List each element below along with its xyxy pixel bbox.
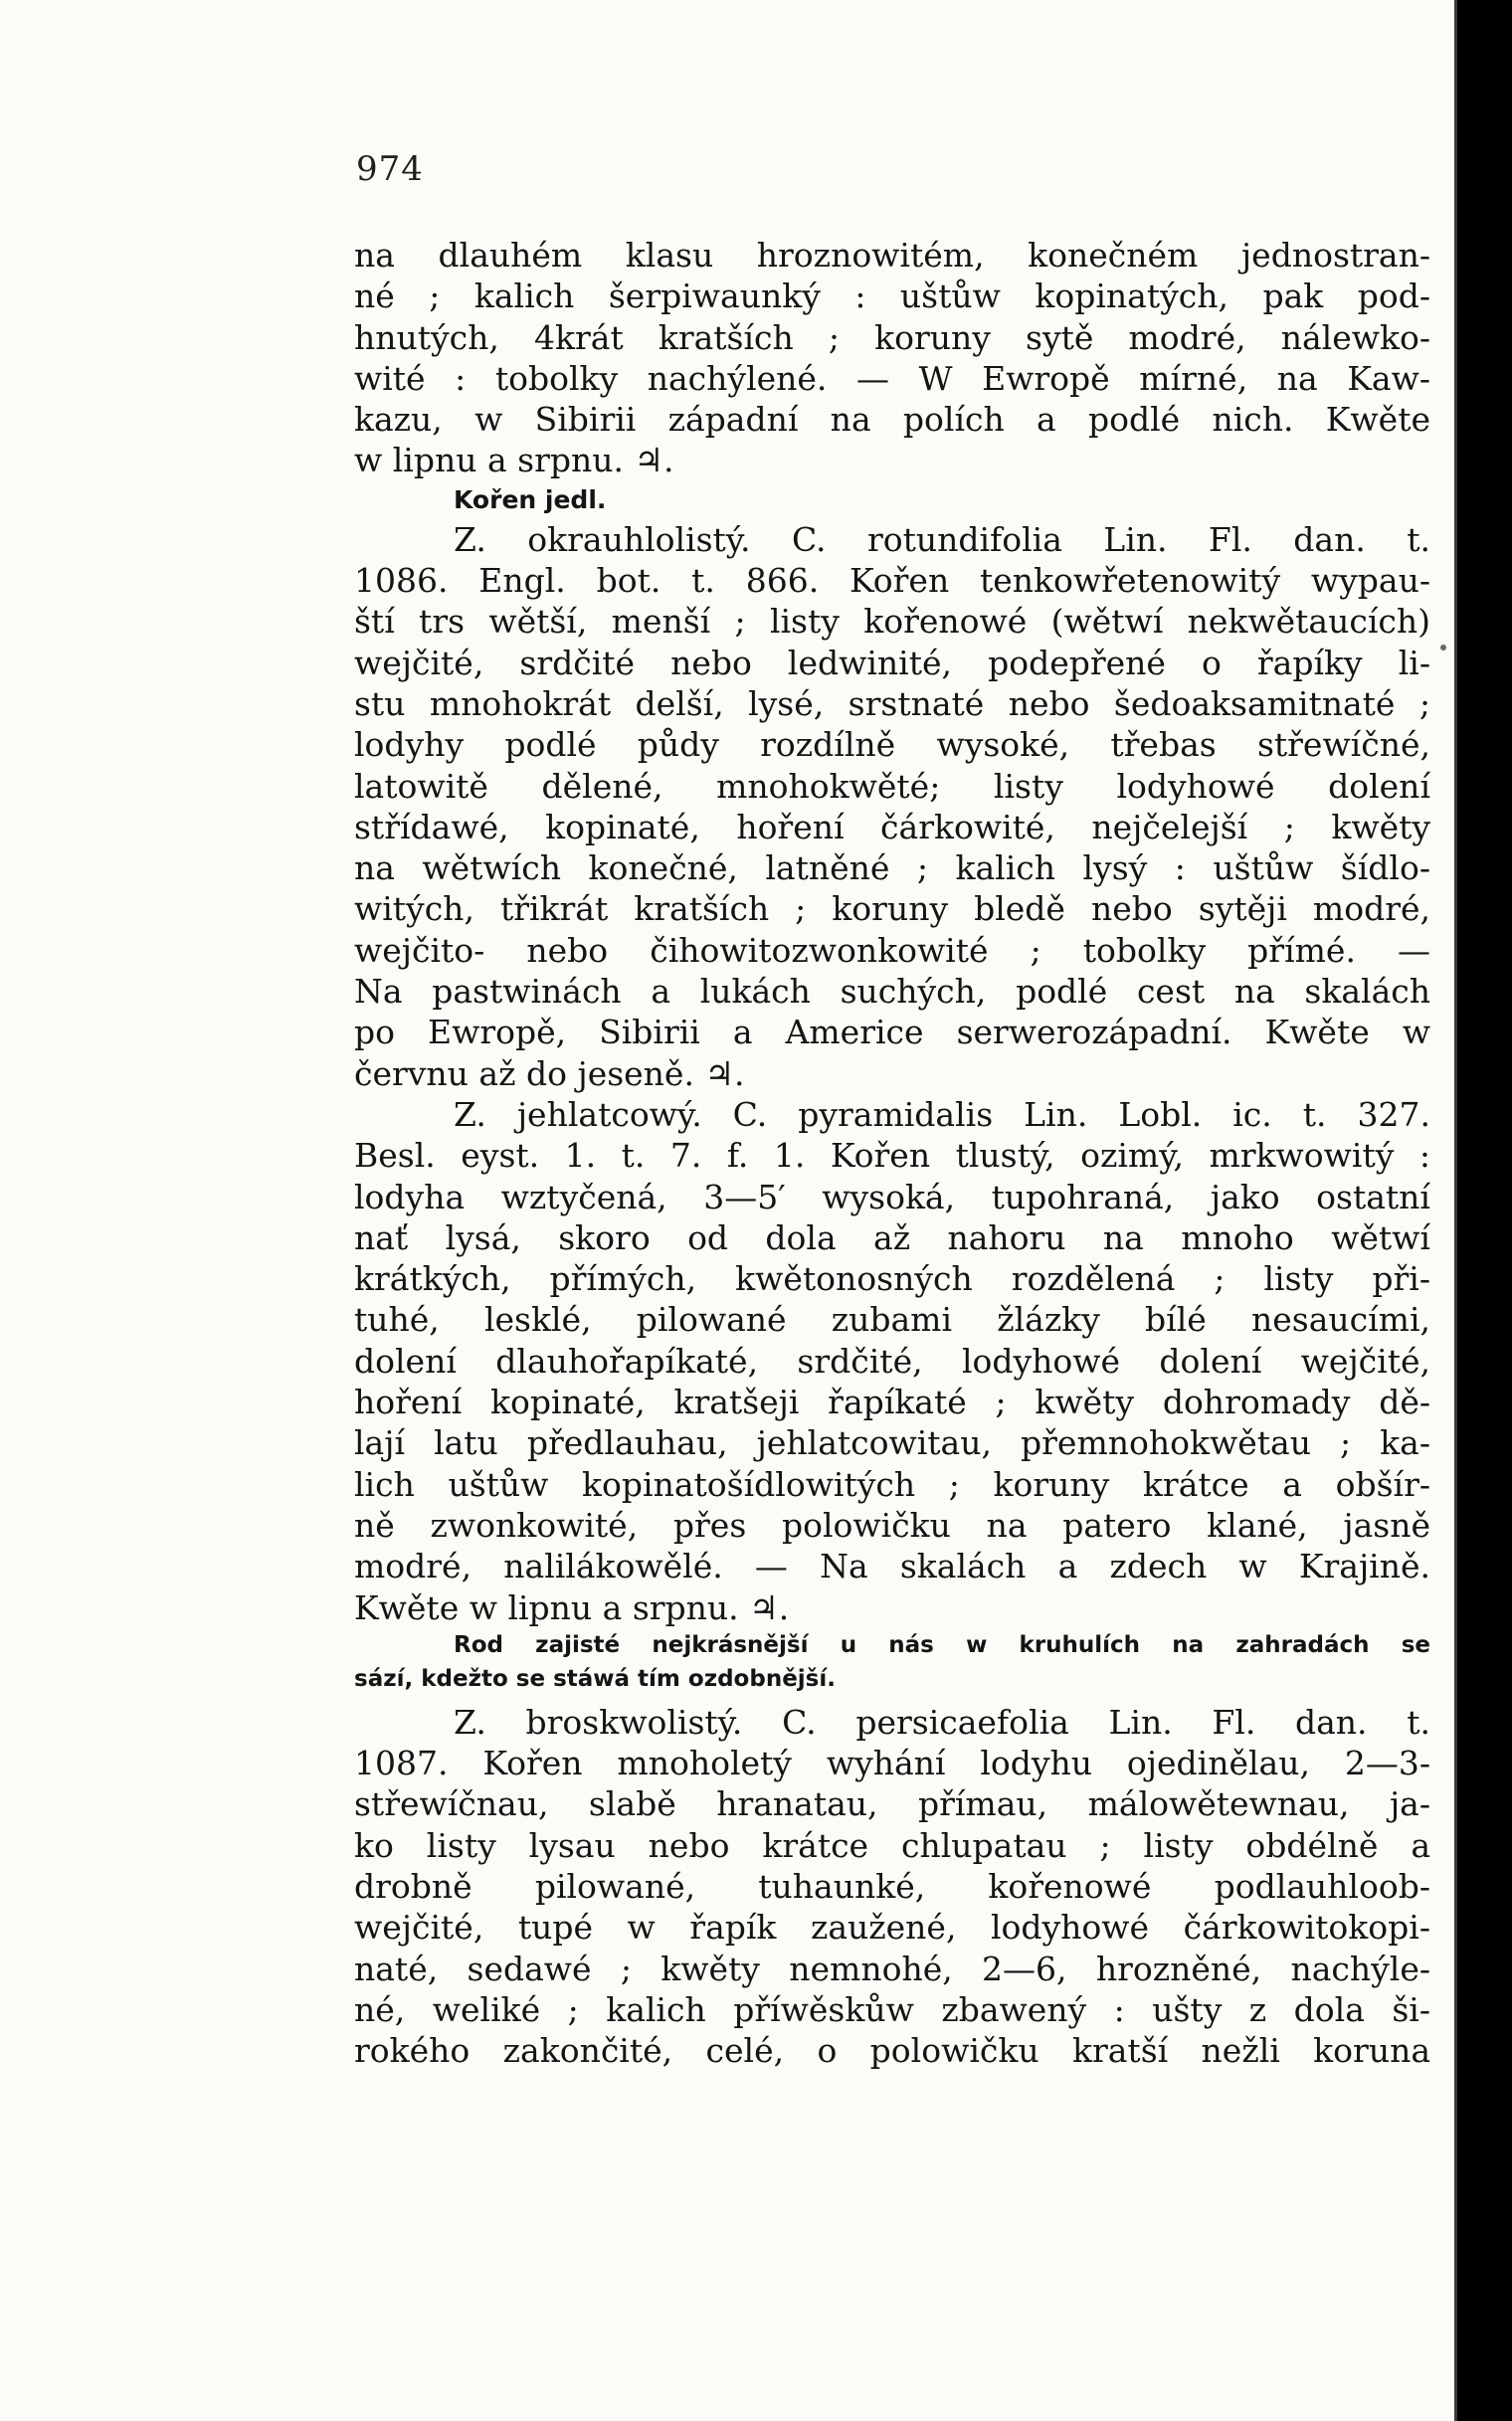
- species-heading-line: Z. broskwolistý. C. persicaefolia Lin. Fl. dan. t.: [454, 1702, 1430, 1742]
- text-line: hnutých, 4krát kratších ; koruny sytě modré, nálewko-: [354, 317, 1430, 357]
- text-line: ně zwonkowité, přes polowičku na patero klané, jasně: [354, 1505, 1430, 1545]
- species-heading-line: Z. okrauhlolistý. C. rotundifolia Lin. Fl. dan. t.: [454, 519, 1430, 559]
- text-line: 1086. Engl. bot. t. 866. Kořen tenkowřetenowitý wypau-: [354, 561, 1430, 601]
- note-line: Kořen jedl.: [454, 484, 607, 514]
- text-line: krátkých, přímých, kwětonosných rozdělená ; listy při-: [354, 1259, 1430, 1299]
- text-line: stu mnohokrát delší, lysé, srstnaté nebo šedoaksamitnaté ;: [354, 683, 1430, 723]
- text-line: červnu až do jeseně. ♃.: [354, 1053, 745, 1093]
- text-line: lodyhy podlé půdy rozdílně wysoké, třebas střewíčné,: [354, 725, 1430, 765]
- text-line: latowitě dělené, mnohokwěté; listy lodyhowé dolení: [354, 766, 1430, 806]
- text-line: drobně pilowané, tuhaunké, kořenowé podlauhloob-: [354, 1866, 1430, 1906]
- text-line: Na pastwinách a lukách suchých, podlé cest na skalách: [354, 972, 1430, 1012]
- text-line: wejčito- nebo čihowitozwonkowité ; tobolky přímé. —: [354, 930, 1430, 970]
- text-line: Besl. eyst. 1. t. 7. f. 1. Kořen tlustý, ozimý, mrkwowitý :: [354, 1136, 1430, 1176]
- text-line: ští trs wětší, menší ; listy kořenowé (wětwí nekwětaucích): [354, 602, 1430, 642]
- note-line: sází, kdežto se stáwá tím ozdobnější.: [354, 1665, 836, 1692]
- page-number: 974: [356, 149, 424, 189]
- text-line: lodyha wztyčená, 3—5′ wysoká, tupohraná, jako ostatní: [354, 1177, 1430, 1216]
- margin-dot: [1440, 645, 1446, 651]
- text-line: nať lysá, skoro od dola až nahoru na mnoho wětwí: [354, 1217, 1430, 1257]
- text-line: po Ewropě, Sibirii a Americe serwerozápadní. Kwěte w: [354, 1013, 1430, 1052]
- text-line: na wětwích konečné, latněné ; kalich lysý : uštůw šídlo-: [354, 848, 1430, 888]
- text-line: naté, sedawé ; kwěty nemnohé, 2—6, hrozněné, nachýle-: [354, 1949, 1430, 1988]
- text-line: dolení dlauhořapíkaté, srdčité, lodyhowé dolení wejčité,: [354, 1341, 1430, 1381]
- text-line: lich uštůw kopinatošídlowitých ; koruny krátce a obšír-: [354, 1464, 1430, 1504]
- text-line: na dlauhém klasu hroznowitém, konečném jednostran-: [354, 236, 1430, 275]
- text-line: střewíčnau, slabě hranatau, přímau, málowětewnau, ja-: [354, 1784, 1430, 1824]
- text-line: w lipnu a srpnu. ♃.: [354, 441, 674, 480]
- text-line: né ; kalich šerpiwaunký : uštůw kopinatých, pak pod-: [354, 277, 1430, 316]
- page-text: [354, 235, 1430, 2071]
- text-line: modré, nalilákowělé. — Na skalách a zdech w Krajině.: [354, 1547, 1430, 1586]
- text-line: né, weliké ; kalich příwěskůw zbawený : ušty z dola ši-: [354, 1989, 1430, 2029]
- note-line: Rod zajisté nejkrásnější u nás w kruhulích na zahradách se: [454, 1631, 1430, 1658]
- text-line: wité : tobolky nachýlené. — W Ewropě mírné, na Kaw-: [354, 358, 1430, 398]
- text-line: rokého zakončité, celé, o polowičku kratší nežli koruna: [354, 2031, 1430, 2071]
- text-line: ko listy lysau nebo krátce chlupatau ; listy obdélně a: [354, 1825, 1430, 1865]
- page-edge-shadow: [1454, 0, 1512, 2421]
- text-line: střídawé, kopinaté, hoření čárkowité, nejčelejší ; kwěty: [354, 807, 1430, 846]
- text-line: hoření kopinaté, kratšeji řapíkaté ; kwěty dohromady dě-: [354, 1383, 1430, 1422]
- text-line: tuhé, lesklé, pilowané zubami žlázky bílé nesaucími,: [354, 1300, 1430, 1340]
- text-line: wejčité, srdčité nebo ledwinité, podepřené o řapíky li-: [354, 643, 1430, 682]
- text-line: Kwěte w lipnu a srpnu. ♃.: [354, 1587, 790, 1627]
- text-line: 1087. Kořen mnoholetý wyhání lodyhu ojedinělau, 2—3-: [354, 1744, 1430, 1783]
- text-line: lají latu předlauhau, jehlatcowitau, přemnohokwětau ; ka-: [354, 1423, 1430, 1463]
- text-line: wejčité, tupé w řapík zaužené, lodyhowé čárkowitokopi-: [354, 1908, 1430, 1948]
- species-heading-line: Z. jehlatcowý. C. pyramidalis Lin. Lobl. ic. t. 327.: [454, 1094, 1430, 1134]
- text-line: witých, třikrát kratších ; koruny bledě nebo sytěji modré,: [354, 889, 1430, 929]
- text-line: kazu, w Sibirii západní na polích a podlé nich. Kwěte: [354, 400, 1430, 440]
